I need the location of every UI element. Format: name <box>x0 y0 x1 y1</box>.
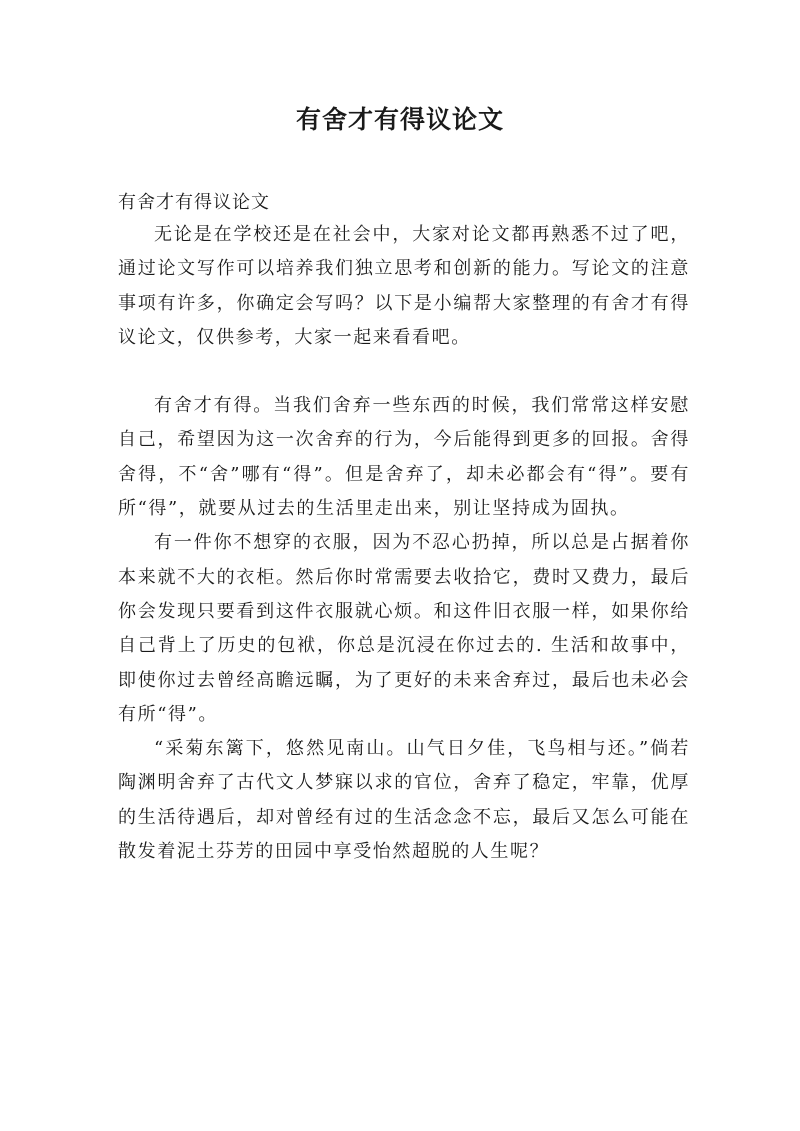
paragraph: 有舍才有得。当我们舍弃一些东西的时候，我们常常这样安慰自己，希望因为这一次舍弃的行为，今后能得到更多的回报。舍得舍得，不“舍”哪有“得”。但是舍弃了，却未必都会有“得”。要有所“得”，就要从过去的生活里走出来，别让坚持成为固执。 <box>118 395 690 520</box>
paragraph: 有一件你不想穿的衣服，因为不忍心扔掉，所以总是占据着你本来就不大的衣柜。然后你时常需要去收拾它，费时又费力，最后你会发现只要看到这件衣服就心烦。和这件旧衣服一样，如果你给自己背上了历史的包袱，你总是沉浸在你过去的. 生活和故事中，即使你过去曾经高瞻远瞩，为了更好的未来舍弃过，最后也未必会有所“得”。 <box>118 532 690 725</box>
document-subtitle: 有舍才有得议论文 <box>118 192 270 213</box>
paragraph-intro: 无论是在学校还是在社会中，大家对论文都再熟悉不过了吧，通过论文写作可以培养我们独立思考和创新的能力。写论文的注意事项有许多，你确定会写吗？以下是小编帮大家整理的有舍才有得议论文，仅供参考，大家一起来看看吧。 <box>118 224 690 348</box>
page-title: 有舍才有得议论文 <box>295 105 504 134</box>
document-body <box>118 188 690 869</box>
paragraph: “采菊东篱下，悠然见南山。山气日夕佳，飞鸟相与还。”倘若陶渊明舍弃了古代文人梦寐以求的官位，舍弃了稳定，牢靠，优厚的生活待遇后，却对曾经有过的生活念念不忘，最后又怎么可能在散发着泥土芬芳的田园中享受怡然超脱的人生呢？ <box>118 738 690 863</box>
blank-line <box>118 355 690 389</box>
